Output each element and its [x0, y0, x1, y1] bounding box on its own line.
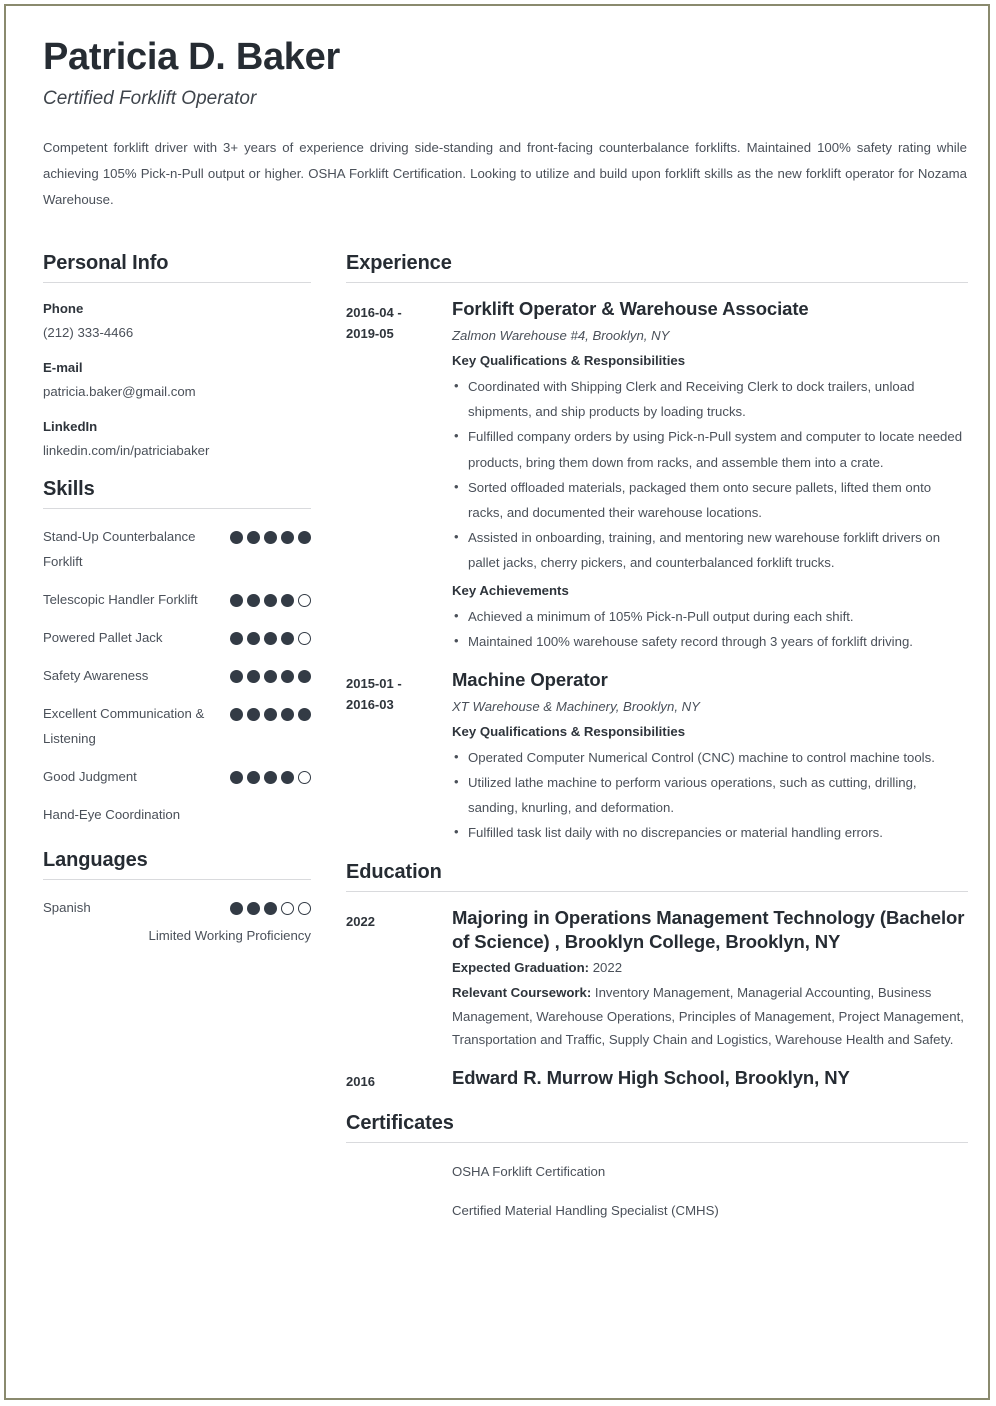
section-education [346, 859, 968, 1091]
experience-entry [346, 297, 968, 654]
bullet-item: • Coordinated with Shipping Clerk and Receiving Clerk to dock trailers, unload shipments, and ship products by loading trucks. [452, 374, 968, 424]
personal-info-list [43, 299, 311, 461]
rating-dot-filled [264, 708, 277, 721]
section-divider [346, 1142, 968, 1143]
rating-dot-empty [298, 902, 311, 915]
skill-name: Safety Awareness [43, 668, 149, 684]
professional-summary: Competent forklift driver with 3+ years of experience driving side-standing and front-facing counterbalance forklifts. Maintained 100% safety rating while achieving 105% Pick-n-Pull output or higher. OSHA Forklift Certification. Looking to utilize and build upon forklift skills as the new forklift operator for Nozama Warehouse. [43, 140, 967, 208]
qualifications-heading: Key Qualifications & Responsibilities [452, 724, 686, 740]
skill-name: Excellent Communication & Listening [43, 706, 205, 747]
rating-dot-empty [298, 771, 311, 784]
certificates-list [346, 1161, 968, 1221]
rating-dot-filled [264, 670, 277, 683]
achievements-heading: Key Achievements [452, 582, 569, 598]
rating-dot-filled [298, 708, 311, 721]
bullet-item: • Achieved a minimum of 105% Pick-n-Pull output during each shift. [452, 604, 968, 629]
language-level: Limited Working Proficiency [148, 927, 311, 943]
rating-dot-filled [247, 632, 260, 645]
skill-item [43, 802, 311, 827]
bullet-item: • Assisted in onboarding, training, and mentoring new warehouse forklift drivers on pallet jacks, cherry pickers, and counterbalanced forklift trucks. [452, 525, 968, 575]
qualifications-heading: Key Qualifications & Responsibilities [452, 353, 686, 369]
education-entry-date: 2016 [346, 1073, 375, 1089]
rating-dots [230, 587, 311, 607]
personal-info-label: E-mail [43, 359, 83, 375]
personal-info-item [43, 417, 311, 461]
rating-dot-empty [298, 594, 311, 607]
rating-dot-filled [247, 902, 260, 915]
skill-name: Stand-Up Counterbalance Forklift [43, 528, 196, 569]
education-coursework: Relevant Coursework: Inventory Management, Managerial Accounting, Business Management, Warehouse Operations, Principles of Management, Project Management, Transportation and Traffic, Supply Chain and Logistics, Warehouse Health and Safety. [452, 985, 964, 1048]
experience-role: Forklift Operator & Warehouse Associate [452, 298, 809, 319]
section-divider [43, 879, 311, 880]
qualifications-list [452, 374, 968, 575]
section-divider [43, 282, 311, 283]
personal-info-value: linkedin.com/in/patriciabaker [43, 442, 210, 458]
skill-item [43, 764, 311, 789]
skill-item [43, 625, 311, 650]
experience-role: Machine Operator [452, 668, 608, 690]
section-title-skills: Skills [43, 477, 95, 500]
rating-dot-filled [247, 708, 260, 721]
rating-dot-filled [230, 632, 243, 645]
bullet-item: • Utilized lathe machine to perform various operations, such as cutting, drilling, sanding, knurling, and deformation. [452, 770, 968, 820]
rating-dot-filled [230, 771, 243, 784]
skill-item [43, 587, 311, 612]
rating-dot-filled [264, 632, 277, 645]
language-item [43, 895, 311, 947]
bullet-item: • Sorted offloaded materials, packaged them onto secure pallets, lifted them onto racks, and documented their warehouse locations. [452, 475, 968, 525]
section-title-education: Education [346, 861, 442, 884]
section-skills [43, 476, 311, 828]
experience-entry-date: 2015-01 - 2016-03 [346, 675, 402, 712]
rating-dots [230, 895, 311, 915]
rating-dot-filled [281, 670, 294, 683]
skill-name: Powered Pallet Jack [43, 630, 163, 645]
skill-item [43, 701, 311, 751]
left-column [43, 250, 311, 948]
rating-dots [230, 663, 311, 683]
achievements-list [452, 604, 968, 654]
language-name: Spanish [43, 900, 91, 916]
bullet-item: • Operated Computer Numerical Control (CNC) machine to control machine tools. [452, 745, 968, 770]
rating-dot-empty [298, 632, 311, 645]
qualifications-list [452, 745, 968, 845]
rating-dot-filled [247, 531, 260, 544]
rating-dot-filled [247, 594, 260, 607]
education-entries [346, 906, 968, 1091]
rating-dot-filled [264, 531, 277, 544]
personal-info-value: patricia.baker@gmail.com [43, 383, 196, 399]
section-title-experience: Experience [346, 252, 452, 274]
section-divider [346, 282, 968, 283]
section-title-languages: Languages [43, 849, 148, 872]
personal-info-item [43, 358, 311, 402]
certificate-item: OSHA Forklift Certification [452, 1163, 606, 1179]
resume-page [9, 9, 985, 1395]
education-coursework-label: Relevant Coursework: [452, 985, 592, 1001]
section-personal-info [43, 250, 311, 461]
rating-dot-filled [230, 594, 243, 607]
rating-dot-filled [230, 670, 243, 683]
rating-dot-filled [247, 771, 260, 784]
experience-entry [346, 668, 968, 846]
rating-dot-filled [230, 531, 243, 544]
section-divider [346, 891, 968, 892]
section-certificates [346, 1110, 968, 1221]
languages-list [43, 895, 311, 947]
rating-dot-filled [281, 632, 294, 645]
rating-dot-filled [298, 670, 311, 683]
education-entry [346, 906, 968, 1051]
rating-dot-empty [281, 902, 294, 915]
experience-organization: Zalmon Warehouse #4, Brooklyn, NY [452, 327, 670, 343]
certificate-item: Certified Material Handling Specialist (CMHS) [452, 1202, 719, 1218]
skill-item [43, 524, 311, 574]
rating-dots [230, 524, 311, 544]
section-experience [346, 250, 968, 845]
rating-dots [230, 764, 311, 784]
skill-name: Telescopic Handler Forklift [43, 591, 198, 607]
rating-dot-filled [230, 902, 243, 915]
rating-dot-filled [281, 771, 294, 784]
rating-dots [230, 701, 311, 721]
education-degree: Majoring in Operations Management Technology (Bachelor of Science) , Brooklyn College, Brooklyn, NY [452, 907, 965, 953]
rating-dot-filled [264, 771, 277, 784]
bullet-item: • Fulfilled task list daily with no discrepancies or material handling errors. [452, 820, 968, 845]
section-divider [43, 508, 311, 509]
skills-list [43, 524, 311, 828]
bullet-item: • Fulfilled company orders by using Pick-n-Pull system and computer to locate needed products, bring them down from racks, and assemble them into a crate. [452, 424, 968, 474]
section-title-personal-info: Personal Info [43, 252, 169, 274]
personal-info-label: Phone [43, 301, 84, 316]
education-graduation-label: Expected Graduation: [452, 959, 590, 975]
personal-info-label: LinkedIn [43, 418, 98, 434]
skill-name: Good Judgment [43, 769, 137, 785]
candidate-name: Patricia D. Baker [43, 36, 340, 78]
personal-info-value: (212) 333-4466 [43, 324, 134, 340]
candidate-job-title: Certified Forklift Operator [43, 87, 257, 109]
section-languages [43, 847, 311, 947]
experience-entry-date: 2016-04 - 2019-05 [346, 305, 402, 342]
rating-dot-filled [281, 531, 294, 544]
rating-dot-filled [298, 531, 311, 544]
right-column [346, 250, 968, 1239]
resume-page-frame [4, 4, 990, 1400]
personal-info-item [43, 299, 311, 343]
experience-entries [346, 297, 968, 845]
resume-header [43, 36, 968, 213]
rating-dot-filled [281, 594, 294, 607]
rating-dot-filled [247, 670, 260, 683]
rating-dots [230, 625, 311, 645]
experience-organization: XT Warehouse & Machinery, Brooklyn, NY [452, 698, 700, 714]
rating-dot-filled [230, 708, 243, 721]
rating-dot-filled [281, 708, 294, 721]
education-entry-date: 2022 [346, 914, 375, 930]
rating-dot-filled [264, 594, 277, 607]
section-title-certificates: Certificates [346, 1111, 454, 1134]
education-entry [346, 1066, 968, 1092]
skill-item [43, 663, 311, 688]
bullet-item: • Maintained 100% warehouse safety record through 3 years of forklift driving. [452, 629, 968, 654]
education-graduation: Expected Graduation: 2022 [452, 959, 623, 975]
rating-dot-filled [264, 902, 277, 915]
skill-name: Hand-Eye Coordination [43, 807, 181, 823]
education-degree: Edward R. Murrow High School, Brooklyn, NY [452, 1066, 850, 1088]
